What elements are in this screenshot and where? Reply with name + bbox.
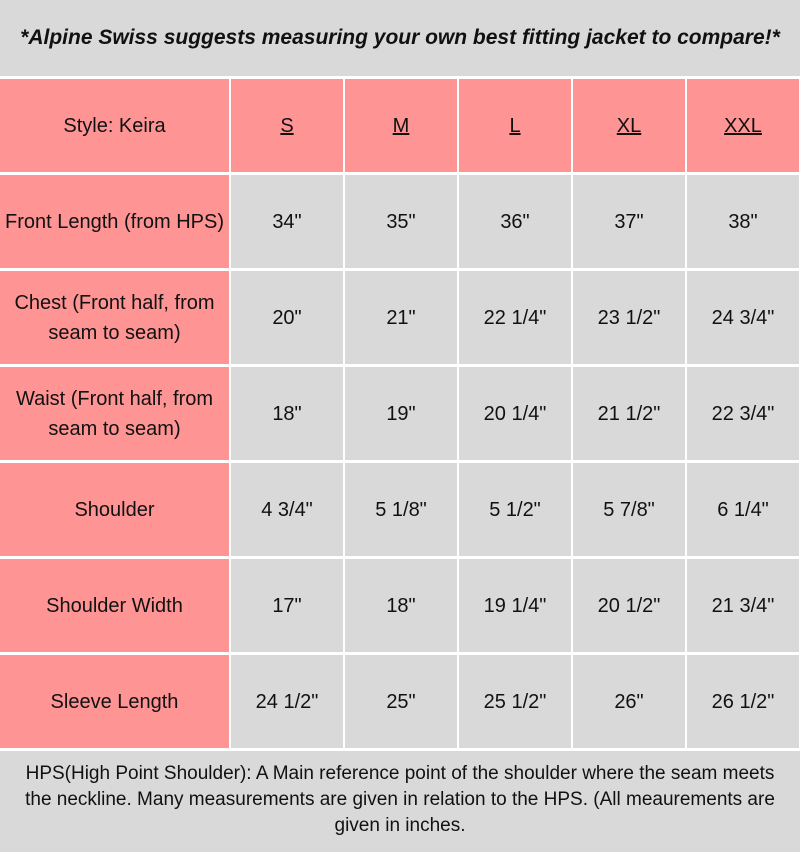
measurement-cell: 36" bbox=[459, 175, 571, 268]
measurement-cell: 34" bbox=[231, 175, 343, 268]
measurement-cell: 19 1/4" bbox=[459, 559, 571, 652]
size-header-s bbox=[231, 79, 343, 172]
size-label: S bbox=[280, 114, 294, 137]
measurement-cell: 21 1/2" bbox=[573, 367, 685, 460]
hps-footnote-text: HPS(High Point Shoulder): A Main reference point of the shoulder where the seam meets the neckline. Many measurements are given in relation to the HPS. (All meaurements are given in inches. bbox=[25, 763, 775, 836]
measurement-cell: 23 1/2" bbox=[573, 271, 685, 364]
measurement-cell: 5 1/2" bbox=[459, 463, 571, 556]
size-label: M bbox=[392, 114, 410, 137]
measuring-tip-banner bbox=[0, 0, 800, 76]
measurement-cell: 25" bbox=[345, 655, 457, 748]
measurement-cell: 25 1/2" bbox=[459, 655, 571, 748]
measurement-cell: 6 1/4" bbox=[687, 463, 799, 556]
size-header-xxl bbox=[687, 79, 799, 172]
size-label: XXL bbox=[724, 114, 762, 137]
measuring-tip-text: *Alpine Swiss suggests measuring your own best fitting jacket to compare!* bbox=[20, 26, 780, 49]
size-header-m bbox=[345, 79, 457, 172]
row-label: Chest (Front half, from seam to seam) bbox=[0, 271, 229, 364]
measurement-cell: 38" bbox=[687, 175, 799, 268]
size-label: L bbox=[509, 114, 521, 137]
measurement-cell: 17" bbox=[231, 559, 343, 652]
measurement-cell: 22 3/4" bbox=[687, 367, 799, 460]
measurement-cell: 21" bbox=[345, 271, 457, 364]
measurement-cell: 5 7/8" bbox=[573, 463, 685, 556]
measurement-cell: 19" bbox=[345, 367, 457, 460]
measurement-cell: 26 1/2" bbox=[687, 655, 799, 748]
measurement-cell: 24 3/4" bbox=[687, 271, 799, 364]
style-label-cell: Style: Keira bbox=[0, 79, 229, 172]
measurement-cell: 4 3/4" bbox=[231, 463, 343, 556]
measurement-cell: 21 3/4" bbox=[687, 559, 799, 652]
measurement-cell: 5 1/8" bbox=[345, 463, 457, 556]
size-header-xl bbox=[573, 79, 685, 172]
row-label: Shoulder bbox=[0, 463, 229, 556]
measurement-cell: 22 1/4" bbox=[459, 271, 571, 364]
size-chart-table bbox=[0, 76, 800, 751]
size-label: XL bbox=[616, 114, 642, 137]
row-label: Shoulder Width bbox=[0, 559, 229, 652]
size-header-l bbox=[459, 79, 571, 172]
measurement-cell: 35" bbox=[345, 175, 457, 268]
measurement-cell: 20 1/2" bbox=[573, 559, 685, 652]
measurement-cell: 26" bbox=[573, 655, 685, 748]
row-label: Front Length (from HPS) bbox=[0, 175, 229, 268]
row-label: Sleeve Length bbox=[0, 655, 229, 748]
measurement-cell: 20" bbox=[231, 271, 343, 364]
hps-footnote bbox=[0, 751, 800, 849]
measurement-cell: 24 1/2" bbox=[231, 655, 343, 748]
row-label: Waist (Front half, from seam to seam) bbox=[0, 367, 229, 460]
measurement-cell: 18" bbox=[345, 559, 457, 652]
measurement-cell: 18" bbox=[231, 367, 343, 460]
measurement-cell: 20 1/4" bbox=[459, 367, 571, 460]
measurement-cell: 37" bbox=[573, 175, 685, 268]
